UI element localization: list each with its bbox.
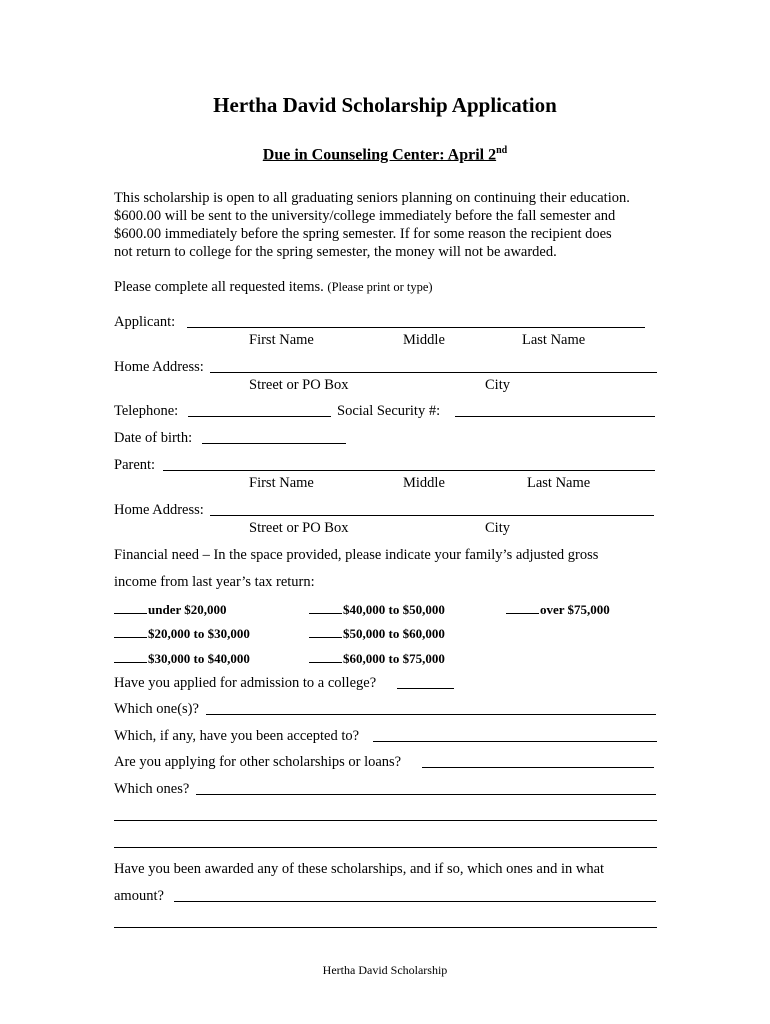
checkbox-blank[interactable] [114, 624, 147, 638]
applied-question: Have you applied for admission to a college? [114, 675, 377, 691]
accepted-field[interactable] [373, 741, 657, 742]
intro-line: $600.00 will be sent to the university/college immediately before the fall semester and [114, 208, 616, 224]
applicant-address-label: Home Address: [114, 359, 204, 375]
income-option-50000-60000[interactable] [309, 624, 445, 642]
applicant-label: Applicant: [114, 314, 176, 330]
amount-field[interactable] [174, 901, 656, 902]
other-scholarships-question: Are you applying for other scholarships or loans? [114, 754, 402, 770]
parent-name-field[interactable] [163, 470, 655, 471]
telephone-field[interactable] [188, 416, 331, 417]
checkbox-blank[interactable] [309, 600, 342, 614]
which-ones-extra-line[interactable] [114, 847, 657, 848]
ssn-label: Social Security #: [337, 403, 441, 419]
amount-extra-line[interactable] [114, 927, 657, 928]
instructions [114, 279, 433, 296]
ssn-field[interactable] [455, 416, 655, 417]
income-option-label: $30,000 to $40,000 [148, 651, 250, 666]
financial-need-text: income from last year’s tax return: [114, 574, 315, 590]
checkbox-blank[interactable] [309, 624, 342, 638]
instructions-note: (Please print or type) [327, 280, 433, 294]
parent-middle-caption: Middle [403, 475, 445, 491]
applicant-last-caption: Last Name [522, 332, 586, 348]
intro-line: This scholarship is open to all graduating seniors planning on continuing their education. [114, 190, 630, 206]
income-option-label: $60,000 to $75,000 [343, 651, 445, 666]
income-option-label: $20,000 to $30,000 [148, 626, 250, 641]
income-option-40000-50000[interactable] [309, 600, 445, 618]
which-college-question: Which one(s)? [114, 701, 199, 717]
financial-need-text: Financial need – In the space provided, please indicate your family’s adjusted gross [114, 547, 599, 563]
intro-line: not return to college for the spring semester, the money will not be awarded. [114, 244, 557, 260]
checkbox-blank[interactable] [506, 600, 539, 614]
income-option-label: $40,000 to $50,000 [343, 602, 445, 617]
page-title: Hertha David Scholarship Application [213, 93, 557, 117]
income-option-over-75000[interactable] [506, 600, 610, 618]
which-ones-field[interactable] [196, 794, 656, 795]
income-option-30000-40000[interactable] [114, 649, 250, 667]
which-college-field[interactable] [206, 714, 656, 715]
which-ones-extra-line[interactable] [114, 820, 657, 821]
due-date-heading [0, 145, 770, 164]
accepted-question: Which, if any, have you been accepted to? [114, 728, 360, 744]
dob-label: Date of birth: [114, 430, 193, 446]
awarded-question: Have you been awarded any of these scholarships, and if so, which ones and in what [114, 861, 605, 877]
income-option-20000-30000[interactable] [114, 624, 250, 642]
income-option-60000-75000[interactable] [309, 649, 445, 667]
checkbox-blank[interactable] [114, 649, 147, 663]
telephone-label: Telephone: [114, 403, 179, 419]
applicant-city-caption: City [485, 377, 510, 393]
parent-address-field[interactable] [210, 515, 654, 516]
income-option-label: under $20,000 [148, 602, 227, 617]
due-date-suffix: nd [496, 145, 508, 156]
which-ones-question: Which ones? [114, 781, 190, 797]
income-option-label: $50,000 to $60,000 [343, 626, 445, 641]
instructions-main: Please complete all requested items. [114, 279, 328, 295]
applied-answer-field[interactable] [397, 688, 454, 689]
parent-last-caption: Last Name [527, 475, 591, 491]
applicant-middle-caption: Middle [403, 332, 445, 348]
applicant-name-field[interactable] [187, 327, 645, 328]
income-option-label: over $75,000 [540, 602, 610, 617]
parent-city-caption: City [485, 520, 510, 536]
applicant-street-caption: Street or PO Box [249, 377, 349, 393]
page-footer: Hertha David Scholarship [322, 963, 448, 977]
income-option-under-20000[interactable] [114, 600, 227, 618]
dob-field[interactable] [202, 443, 346, 444]
intro-paragraph [114, 189, 659, 261]
due-date-text: Due in Counseling Center: April 2 [262, 146, 497, 164]
applicant-first-caption: First Name [249, 332, 314, 348]
parent-first-caption: First Name [249, 475, 314, 491]
parent-address-label: Home Address: [114, 502, 204, 518]
checkbox-blank[interactable] [114, 600, 147, 614]
parent-label: Parent: [114, 457, 156, 473]
other-scholarships-field[interactable] [422, 767, 654, 768]
amount-label: amount? [114, 888, 164, 904]
checkbox-blank[interactable] [309, 649, 342, 663]
applicant-address-field[interactable] [210, 372, 657, 373]
intro-line: $600.00 immediately before the spring semester. If for some reason the recipient does [114, 226, 612, 242]
parent-street-caption: Street or PO Box [249, 520, 349, 536]
